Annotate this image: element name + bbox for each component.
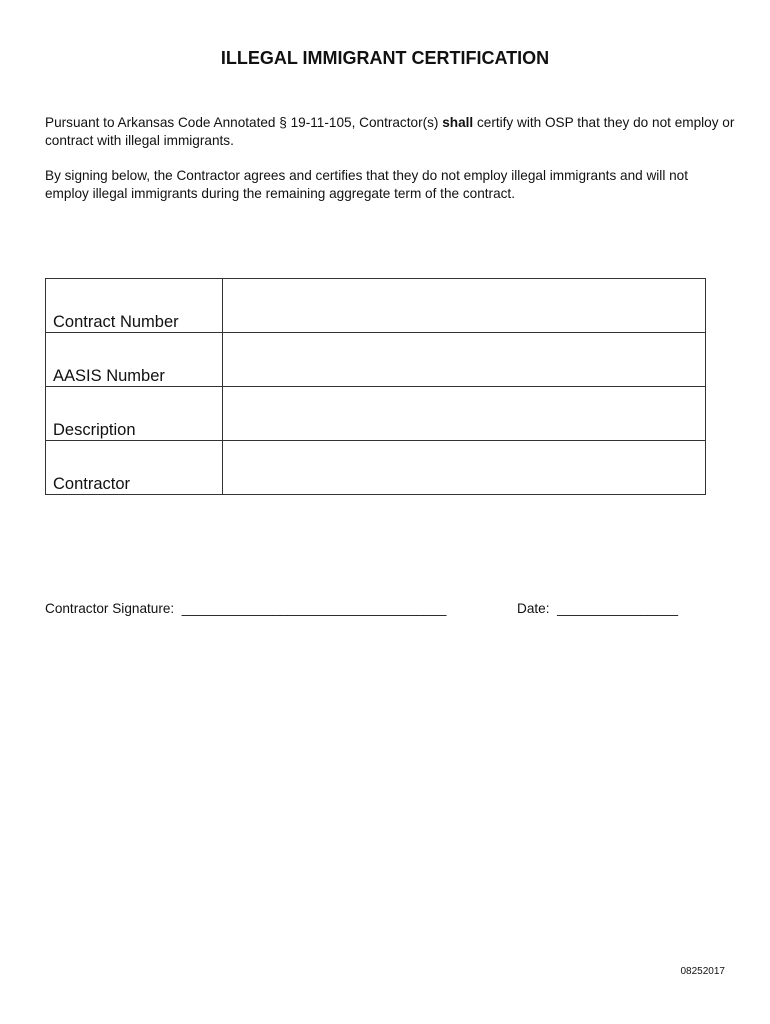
table-row <box>46 333 706 387</box>
description-field[interactable] <box>223 387 706 441</box>
aasis-number-field[interactable] <box>223 333 706 387</box>
date-field[interactable]: ________________ <box>557 601 679 616</box>
date-label: Date: <box>517 601 550 616</box>
table-row <box>46 387 706 441</box>
statute-text-start: Pursuant to Arkansas Code Annotated § 19-11-105, Contractor(s) <box>45 115 443 130</box>
form-code: 08252017 <box>680 966 725 977</box>
date-block <box>517 601 678 616</box>
signature-block <box>45 601 446 616</box>
contract-info-table <box>45 278 706 495</box>
document-title: ILLEGAL IMMIGRANT CERTIFICATION <box>220 48 550 68</box>
signature-field[interactable]: ___________________________________ <box>181 601 447 616</box>
contractor-field[interactable] <box>223 441 706 495</box>
statute-paragraph <box>45 114 735 150</box>
contract-number-label: Contract Number <box>46 279 223 333</box>
aasis-number-label: AASIS Number <box>46 333 223 387</box>
description-label: Description <box>46 387 223 441</box>
table-row <box>46 441 706 495</box>
signature-label: Contractor Signature: <box>45 601 175 616</box>
statute-text-end: certify with OSP that they do not employ or contract with illegal immigrants. <box>45 115 735 148</box>
contractor-label: Contractor <box>46 441 223 495</box>
statute-bold-word: shall <box>442 115 474 130</box>
contract-number-field[interactable] <box>223 279 706 333</box>
agreement-paragraph: By signing below, the Contractor agrees and certifies that they do not employ illegal immigrants and will not employ illegal immigrants during the remaining aggregate term of the contract. <box>45 168 689 201</box>
table-row <box>46 279 706 333</box>
